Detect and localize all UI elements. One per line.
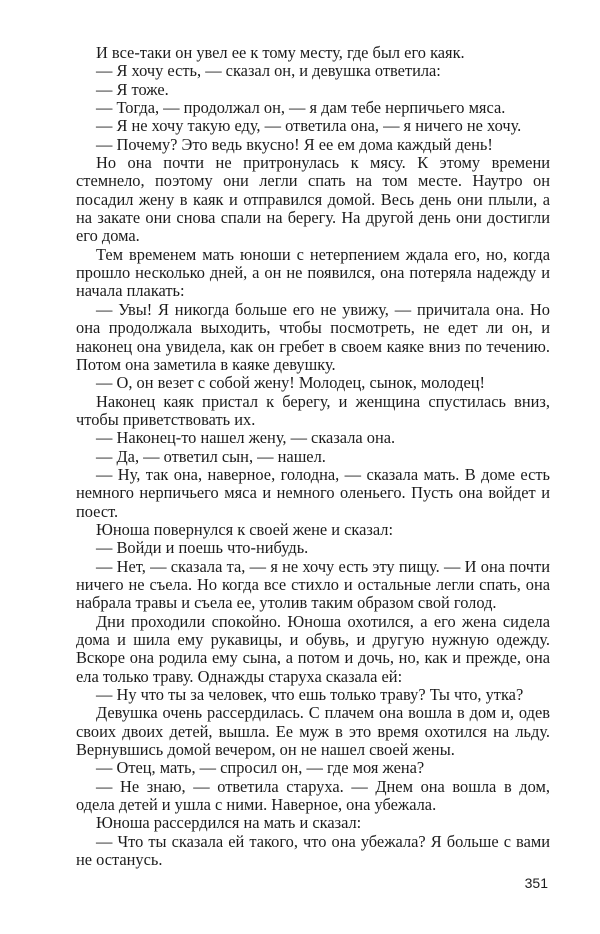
paragraph-3: — Я тоже.: [96, 79, 169, 99]
paragraph-13: — Да, — ответил сын, — нашел.: [96, 446, 326, 466]
paragraph-1: И все-таки он увел ее к тому месту, где был его каяк.: [96, 43, 465, 62]
paragraph-18: Дни проходили спокойно. Юноша охотился, а его жена сидела дома и шила ему рукавицы, и обувь, и другую нужную одежду. Вскоре она родила ему сына, а потом и дочь, но, как и прежде, она ела только траву. Однажды старуха сказала ей:: [76, 611, 550, 686]
paragraph-19: — Ну что ты за человек, что ешь только траву? Ты что, утка?: [96, 685, 524, 705]
paragraph-9: — Увы! Я никогда больше его не увижу, — причитала она. Но она продолжала выходить, чтобы посмотреть, не едет ли он, и наконец она увидела, как он гребет в своем каяке вниз по течению. Потом она заметила в каяке девушку.: [76, 299, 550, 374]
paragraph-7: Но она почти не притронулась к мясу. К этому времени стемнело, поэтому они легли спать на том месте. Наутро он посадил жену в каяк и отправился домой. Весь день они плыли, а на закате они снова спали на берегу. На другой день они достигли его дома.: [76, 153, 550, 246]
paragraph-4: — Тогда, — продолжал он, — я дам тебе нерпичьего мяса.: [96, 98, 506, 118]
paragraph-23: Юноша рассердился на мать и сказал:: [96, 813, 362, 833]
page-number: 351: [524, 875, 548, 891]
paragraph-16: — Войди и поешь что-нибудь.: [96, 538, 309, 558]
paragraph-22: — Не знаю, — ответила старуха. — Днем она вошла в дом, одела детей и ушла с ними. Наверное, она убежала.: [76, 776, 550, 815]
paragraph-11: Наконец каяк пристал к берегу, и женщина спустилась вниз, чтобы приветствовать их.: [76, 391, 550, 429]
paragraph-15: Юноша повернулся к своей жене и сказал:: [96, 519, 394, 539]
paragraph-8: Тем временем мать юноши с нетерпением ждала его, но, когда прошло несколько дней, а он не появился, она потеряла надежду и начала плакать:: [76, 244, 550, 301]
paragraph-21: — Отец, мать, — спросил он, — где моя жена?: [96, 758, 425, 778]
paragraph-17: — Нет, — сказала та, — я не хочу есть эту пищу. — И она почти ничего не съела. Но когда все стихло и остальные легли спать, она набрала травы и съела ее, утолив таким образом свой голод.: [76, 556, 550, 613]
paragraph-10: — О, он везет с собой жену! Молодец, сынок, молодец!: [96, 373, 486, 393]
paragraph-20: Девушка очень рассердилась. С плачем она вошла в дом и, одев своих двоих детей, вышла. Ее муж в это время охотился на льду. Вернувшись домой вечером, он не нашел своей жены.: [76, 703, 550, 760]
body-text: [76, 44, 550, 869]
paragraph-6: — Почему? Это ведь вкусно! Я ее ем дома каждый день!: [96, 134, 493, 154]
paragraph-24: — Что ты сказала ей такого, что она убежала? Я больше с вами не останусь.: [76, 831, 550, 870]
paragraph-2: — Я хочу есть, — сказал он, и девушка ответила:: [96, 61, 441, 81]
paragraph-5: — Я не хочу такую еду, — ответила она, — я ничего не хочу.: [96, 116, 522, 136]
paragraph-12: — Наконец-то нашел жену, — сказала она.: [96, 428, 396, 448]
paragraph-14: — Ну, так она, наверное, голодна, — сказала мать. В доме есть немного нерпичьего мяса и немного оленьего. Пусть она войдет и поест.: [76, 464, 550, 521]
